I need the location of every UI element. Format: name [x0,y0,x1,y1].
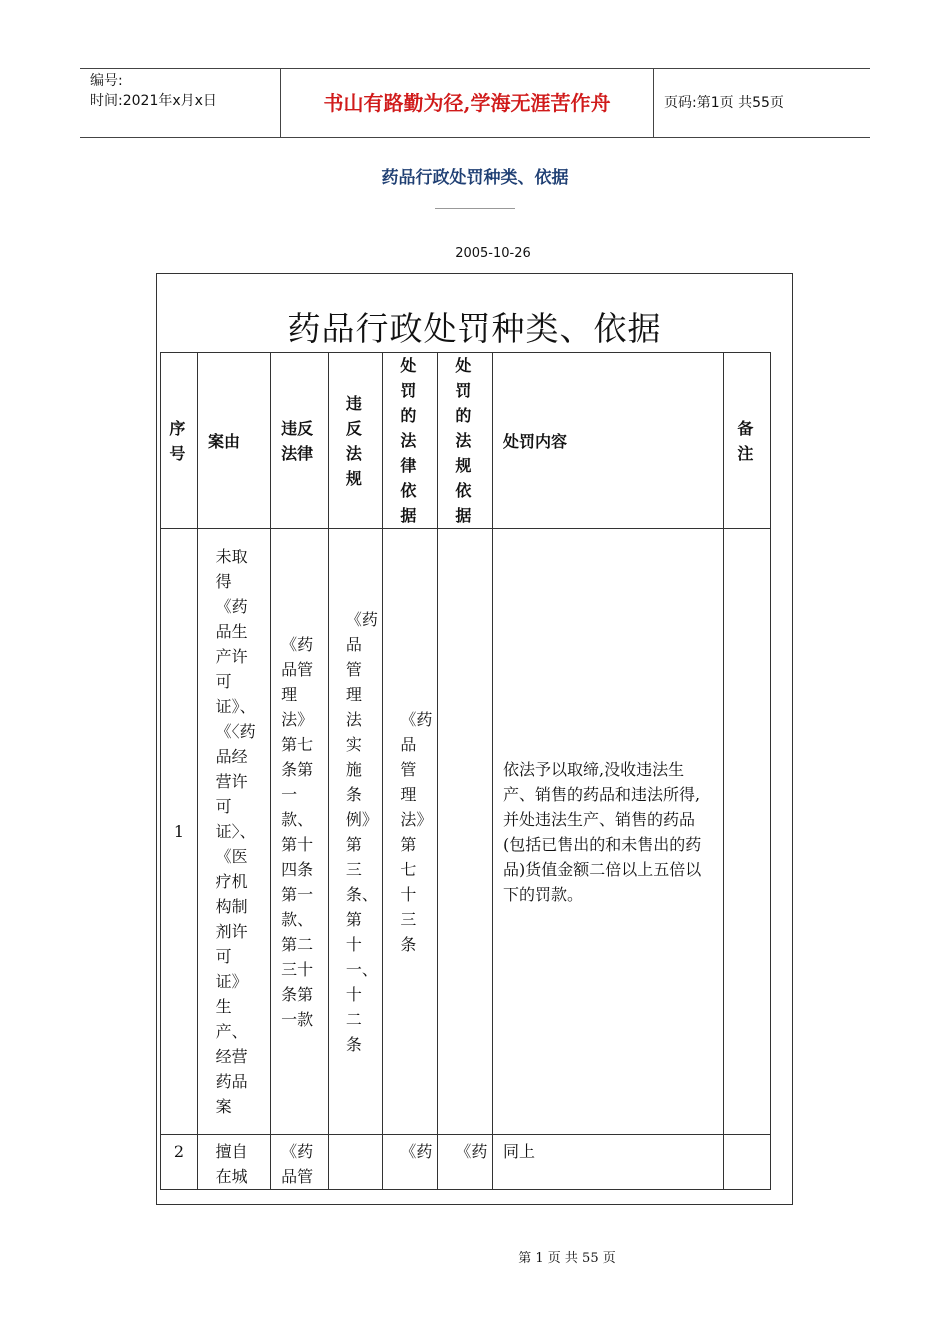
row-penalty: 依法予以取缔,没收违法生产、销售的药品和违法所得,并处违法生产、销售的药品(包括已售出的和未售出的药品)货值金额二倍以上五倍以下的罚款。 [493,529,724,1135]
page-footer: 第 1 页 共 55 页 [518,1251,616,1266]
row-note [724,529,771,1135]
header-meta [80,69,281,137]
header-motto: 书山有路勤为径,学海无涯苦作舟 [281,69,654,137]
row-seq: 2 [161,1135,198,1190]
row-cause: 未取得《药品生产许可证》、《〈药品经营许可证〉、《医疗机构制剂许可证》生产、经营药品案 [198,529,271,1135]
document-date: 2005-10-26 [455,246,531,261]
row-note [724,1135,771,1190]
row-seq: 1 [161,529,198,1135]
penalty-table [160,352,771,1190]
table-header-row [161,353,771,529]
header-penalty: 处罚内容 [493,353,724,529]
row-regulation [329,1135,383,1190]
document-title: 药品行政处罚种类、依据 [381,168,569,188]
document-date-label: 时间:2021年x月x日 [90,93,217,109]
table-title: 药品行政处罚种类、依据 [287,309,662,348]
header-seq: 序号 [161,353,198,529]
header-law: 违反法律 [271,353,329,529]
table-row [161,1135,771,1190]
row-cause: 擅自在城 [198,1135,271,1190]
row-law: 《药品管 [271,1135,329,1190]
header-note: 备注 [724,353,771,529]
document-number-label: 编号: [90,73,123,89]
row-penalty: 同上 [493,1135,724,1190]
row-law: 《药品管理法》第七条第一款、第十四条第一款、第二三十条第一款 [271,529,329,1135]
header-regulation: 违反法规 [329,353,383,529]
row-reg-basis: 《药 [438,1135,493,1190]
table-row [161,529,771,1135]
header-law-basis: 处罚的法律依据 [383,353,438,529]
header-page-info: 页码:第1页 共55页 [664,95,784,111]
row-law-basis: 《药 [383,1135,438,1190]
header-reg-basis: 处罚的法规依据 [438,353,493,529]
row-regulation: 《药品管理法实施条例》第三条、第十一、十二条 [329,529,383,1135]
header-cause: 案由 [198,353,271,529]
row-law-basis: 《药品管理法》第七十三条 [383,529,438,1135]
title-divider [435,208,515,209]
row-reg-basis [438,529,493,1135]
page-header [80,68,870,138]
